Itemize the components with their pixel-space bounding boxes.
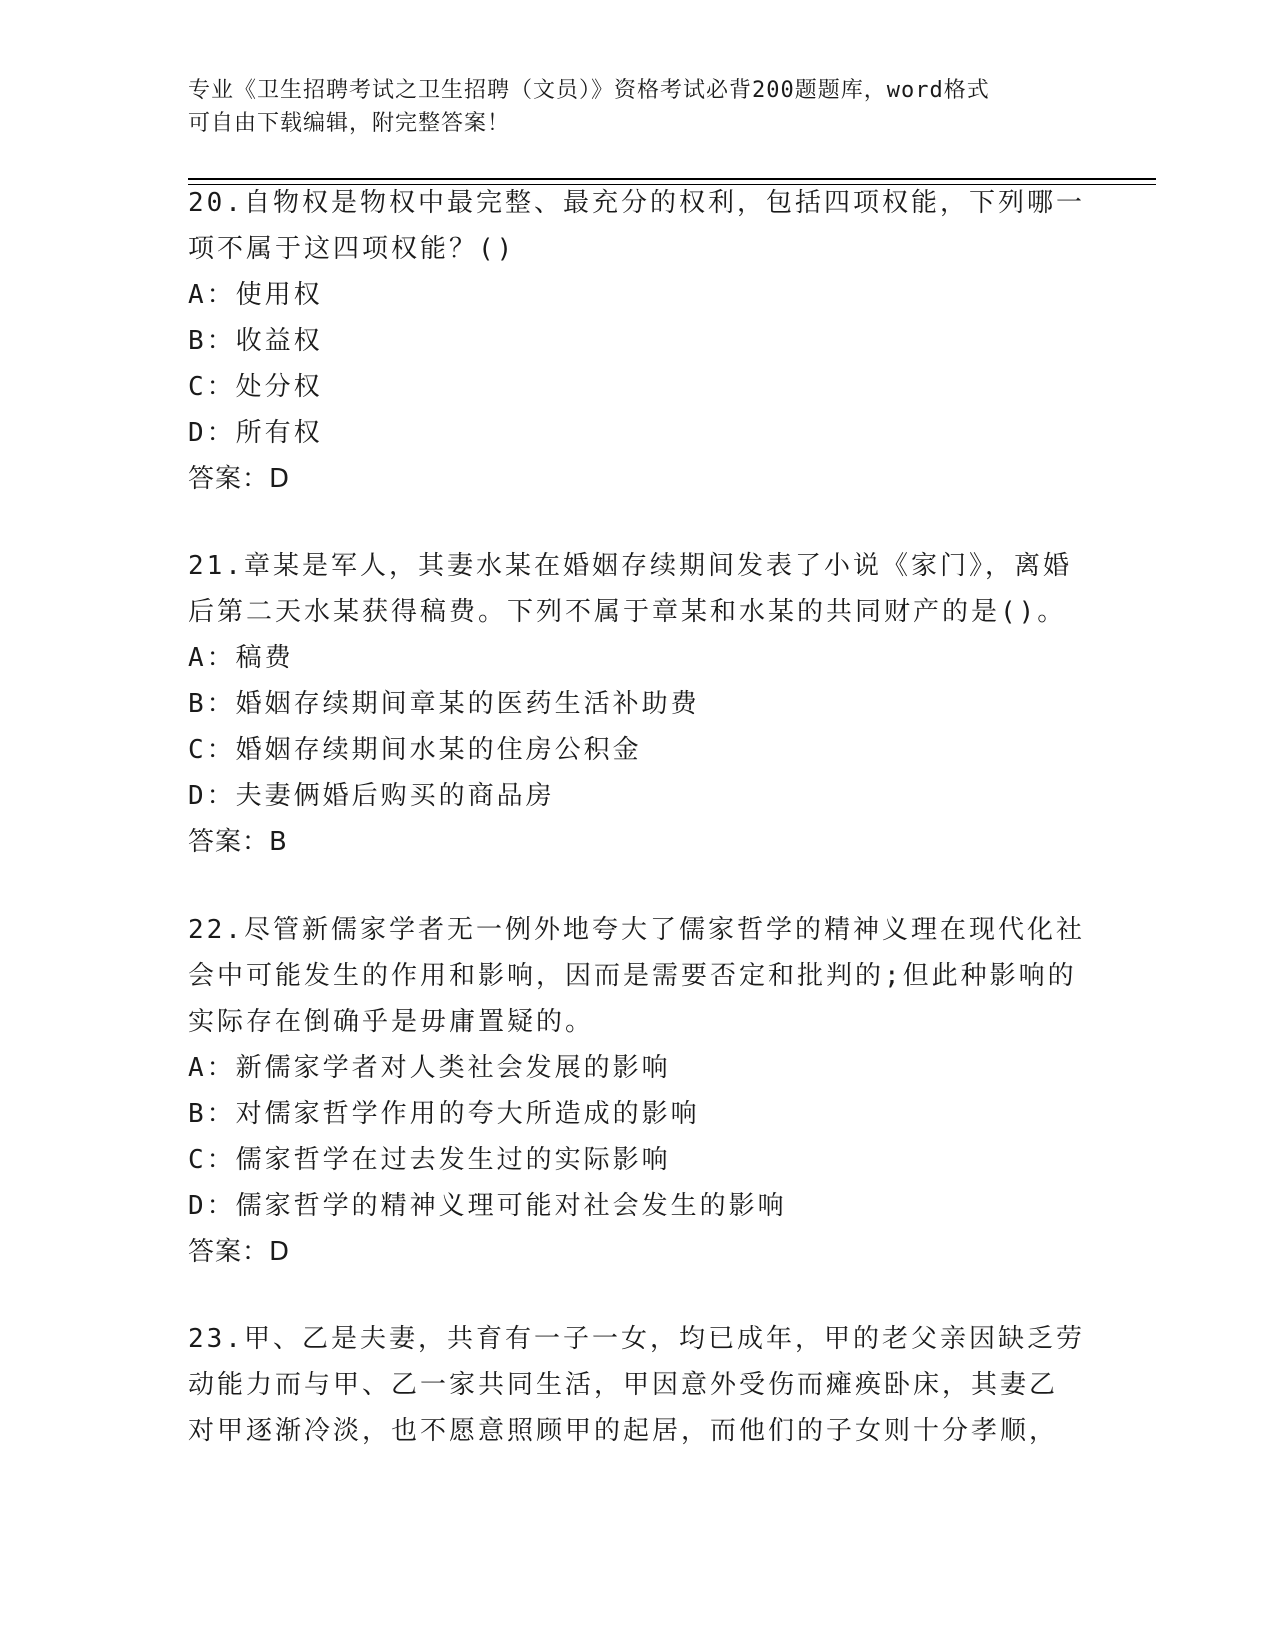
option-a: A：新儒家学者对人类社会发展的影响 <box>188 1053 671 1083</box>
question-21 <box>188 543 1088 865</box>
option-d: D：所有权 <box>188 418 323 448</box>
question-stem-line: 会中可能发生的作用和影响，因而是需要否定和批判的;但此种影响的 <box>188 961 1077 991</box>
option-b: B：对儒家哲学作用的夸大所造成的影响 <box>188 1099 700 1129</box>
header-line-2: 可自由下载编辑，附完整答案！ <box>188 111 511 136</box>
answer-label: 答案：B <box>188 827 288 857</box>
question-20 <box>188 180 1088 502</box>
option-a: A：稿费 <box>188 643 294 673</box>
question-stem-line: 21.章某是军人，其妻水某在婚姻存续期间发表了小说《家门》，离婚 <box>188 551 1072 581</box>
option-d: D：儒家哲学的精神义理可能对社会发生的影响 <box>188 1191 787 1221</box>
answer-label: 答案：D <box>188 464 291 494</box>
option-b: B：收益权 <box>188 326 323 356</box>
question-stem-line: 项不属于这四项权能？() <box>188 234 516 264</box>
answer-label: 答案：D <box>188 1237 291 1267</box>
option-c: C：处分权 <box>188 372 323 402</box>
question-stem-line: 22.尽管新儒家学者无一例外地夸大了儒家哲学的精神义理在现代化社 <box>188 915 1085 945</box>
question-stem-line: 动能力而与甲、乙一家共同生活，甲因意外受伤而瘫痪卧床，其妻乙 <box>188 1370 1059 1400</box>
option-c: C：婚姻存续期间水某的住房公积金 <box>188 735 642 765</box>
header-line-1: 专业《卫生招聘考试之卫生招聘（文员）》资格考试必背200题题库，word格式 <box>188 78 990 103</box>
question-stem-line: 20.自物权是物权中最完整、最充分的权利，包括四项权能，下列哪一 <box>188 188 1085 218</box>
question-23 <box>188 1316 1088 1454</box>
question-stem-line: 对甲逐渐冷淡，也不愿意照顾甲的起居，而他们的子女则十分孝顺， <box>188 1416 1059 1446</box>
question-stem-line: 实际存在倒确乎是毋庸置疑的。 <box>188 1007 595 1037</box>
question-stem-line: 后第二天水某获得稿费。下列不属于章某和水某的共同财产的是()。 <box>188 597 1067 627</box>
question-22 <box>188 907 1088 1275</box>
option-b: B：婚姻存续期间章某的医药生活补助费 <box>188 689 700 719</box>
question-stem-line: 23.甲、乙是夫妻，共育有一子一女，均已成年，甲的老父亲因缺乏劳 <box>188 1324 1085 1354</box>
option-c: C：儒家哲学在过去发生过的实际影响 <box>188 1145 671 1175</box>
option-a: A：使用权 <box>188 280 323 310</box>
document-header <box>188 74 1088 140</box>
option-d: D：夫妻俩婚后购买的商品房 <box>188 781 555 811</box>
